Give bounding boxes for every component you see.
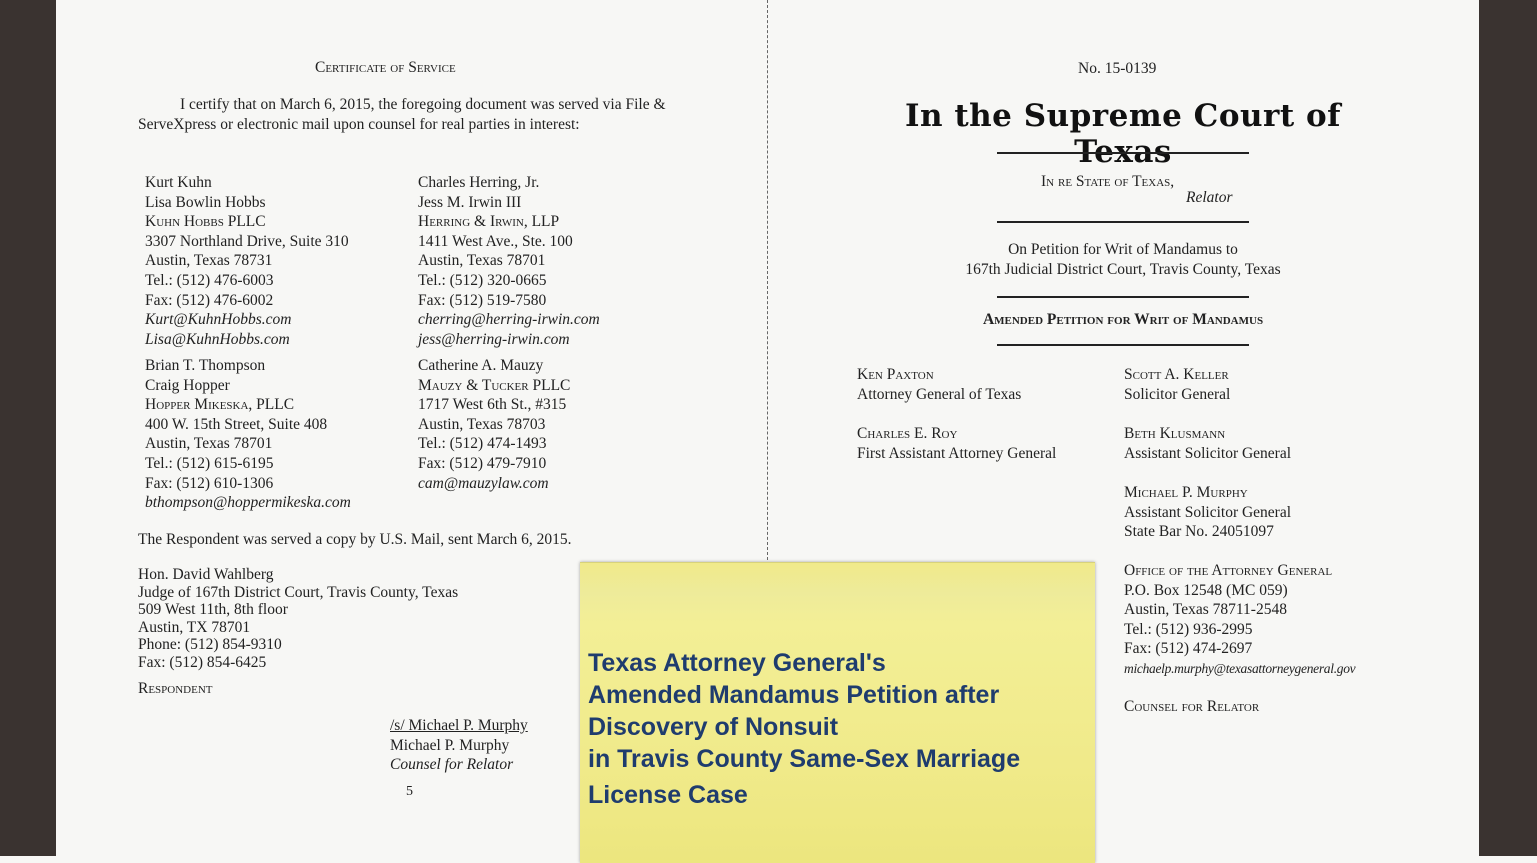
counsel-for-relator: Counsel for Relator <box>1124 698 1260 715</box>
email: cam@mauzylaw.com <box>418 474 549 492</box>
counsel-line: Austin, Texas 78701 <box>145 435 273 453</box>
counsel-line: Kurt Kuhn <box>145 174 212 191</box>
respondent-label: Respondent <box>138 680 213 697</box>
signer-name: Michael P. Murphy <box>390 736 510 754</box>
attorney-role: Assistant Solicitor General <box>1124 444 1292 462</box>
counsel-herring-irwin <box>418 173 600 349</box>
certificate-title: Certificate of Service <box>315 59 456 76</box>
firm-name: Mauzy & Tucker PLLC <box>418 376 571 394</box>
counsel-roy <box>857 424 1056 463</box>
email: cherring@herring-irwin.com <box>418 311 600 329</box>
case-number: No. 15-0139 <box>1078 60 1157 77</box>
counsel-line: Charles Herring, Jr. <box>418 174 540 191</box>
counsel-line: Tel.: (512) 615-6195 <box>145 454 274 472</box>
firm-name: Herring & Irwin, LLP <box>418 213 560 231</box>
amended-petition-title: Amended Petition for Writ of Mandamus <box>982 311 1264 328</box>
counsel-keller <box>1124 365 1230 404</box>
rule-2 <box>997 221 1249 223</box>
counsel-line: Fax: (512) 479-7910 <box>418 454 547 472</box>
court-title: In the Supreme Court of Texas <box>904 98 1342 170</box>
counsel-line: Austin, Texas 78703 <box>418 415 546 433</box>
page-divider <box>767 0 768 560</box>
signature-block <box>390 716 528 775</box>
page-number: 5 <box>406 784 413 799</box>
judge-line: 509 West 11th, 8th floor <box>138 601 288 619</box>
in-re-line: In re State of Texas, <box>1041 173 1175 190</box>
email: jess@herring-irwin.com <box>418 330 570 348</box>
sticky-note <box>580 562 1095 863</box>
attorney-name: Scott A. Keller <box>1124 366 1229 383</box>
respondent-service-line: The Respondent was served a copy by U.S. Mail, sent March 6, 2015. <box>138 531 572 548</box>
attorney-name: Ken Paxton <box>857 366 934 383</box>
counsel-line: Austin, Texas 78701 <box>418 252 546 270</box>
bar-number: State Bar No. 24051097 <box>1124 523 1274 541</box>
judge-address <box>138 566 458 672</box>
attorney-role: Assistant Solicitor General <box>1124 503 1292 521</box>
sticky-line: Amended Mandamus Petition after <box>588 681 1000 709</box>
signer-role: Counsel for Relator <box>390 756 514 774</box>
attorney-role: First Assistant Attorney General <box>857 444 1057 462</box>
attorney-role: Solicitor General <box>1124 385 1231 403</box>
counsel-line: Tel.: (512) 476-6003 <box>145 271 274 289</box>
office-line: Fax: (512) 474-2697 <box>1124 640 1253 658</box>
counsel-hopper-mikeska <box>145 356 351 513</box>
counsel-line: Jess M. Irwin III <box>418 193 522 211</box>
right-dark-border <box>1479 0 1537 856</box>
petition-line: On Petition for Writ of Mandamus to <box>1008 241 1238 258</box>
judge-line: Austin, TX 78701 <box>138 618 251 636</box>
office-address <box>1124 561 1355 679</box>
counsel-line: Fax: (512) 519-7580 <box>418 291 547 309</box>
attorney-name: Michael P. Murphy <box>1124 484 1248 501</box>
petition-lines <box>900 240 1346 279</box>
sticky-line: Discovery of Nonsuit <box>588 713 839 741</box>
sticky-line: in Travis County Same-Sex Marriage <box>588 745 1021 773</box>
counsel-paxton <box>857 365 1021 404</box>
firm-name: Hopper Mikeska, PLLC <box>145 396 295 414</box>
counsel-line: Brian T. Thompson <box>145 357 266 374</box>
judge-line: Hon. David Wahlberg <box>138 566 274 583</box>
petition-line: 167th Judicial District Court, Travis County, Texas <box>965 260 1281 278</box>
judge-line: Judge of 167th District Court, Travis County, Texas <box>138 583 459 601</box>
relator-label: Relator <box>1186 189 1233 206</box>
office-line: P.O. Box 12548 (MC 059) <box>1124 581 1288 599</box>
sticky-line: License Case <box>588 781 748 809</box>
email: bthompson@hoppermikeska.com <box>145 494 351 512</box>
counsel-line: Catherine A. Mauzy <box>418 357 544 374</box>
certify-text: I certify that on March 6, 2015, the foregoing document was served via File & ServeXpress or electronic mail upon counsel for real parties in interest: <box>138 96 666 133</box>
email: Lisa@KuhnHobbs.com <box>145 330 290 348</box>
counsel-line: 400 W. 15th Street, Suite 408 <box>145 415 328 433</box>
signature-line: /s/ Michael P. Murphy <box>390 717 528 734</box>
rule-3 <box>997 296 1249 298</box>
office-line: Tel.: (512) 936-2995 <box>1124 620 1253 638</box>
sticky-note-text <box>588 647 1088 811</box>
counsel-line: Austin, Texas 78731 <box>145 252 273 270</box>
email: michaelp.murphy@texasattorneygeneral.gov <box>1124 660 1356 676</box>
counsel-murphy <box>1124 483 1291 542</box>
sticky-line: Texas Attorney General's <box>588 649 886 677</box>
judge-line: Phone: (512) 854-9310 <box>138 636 282 654</box>
counsel-line: Craig Hopper <box>145 376 230 394</box>
counsel-line: Fax: (512) 476-6002 <box>145 291 274 309</box>
counsel-line: Tel.: (512) 474-1493 <box>418 435 547 453</box>
counsel-klusmann <box>1124 424 1291 463</box>
counsel-line: 1717 West 6th St., #315 <box>418 396 567 414</box>
counsel-line: Lisa Bowlin Hobbs <box>145 193 266 211</box>
left-dark-border <box>0 0 56 856</box>
counsel-line: 3307 Northland Drive, Suite 310 <box>145 232 349 250</box>
firm-name: Kuhn Hobbs PLLC <box>145 213 266 231</box>
certify-paragraph <box>138 95 698 134</box>
counsel-line: Tel.: (512) 320-0665 <box>418 271 547 289</box>
counsel-kuhn-hobbs <box>145 173 349 349</box>
rule-1 <box>997 152 1249 154</box>
counsel-line: Fax: (512) 610-1306 <box>145 474 274 492</box>
office-line: Austin, Texas 78711-2548 <box>1124 601 1287 619</box>
office-name: Office of the Attorney General <box>1124 562 1333 579</box>
attorney-name: Beth Klusmann <box>1124 425 1226 442</box>
counsel-mauzy-tucker <box>418 356 570 493</box>
rule-4 <box>997 344 1249 346</box>
judge-line: Fax: (512) 854-6425 <box>138 653 267 671</box>
counsel-line: 1411 West Ave., Ste. 100 <box>418 232 573 250</box>
email: Kurt@KuhnHobbs.com <box>145 311 292 329</box>
attorney-role: Attorney General of Texas <box>857 385 1022 403</box>
attorney-name: Charles E. Roy <box>857 425 958 442</box>
